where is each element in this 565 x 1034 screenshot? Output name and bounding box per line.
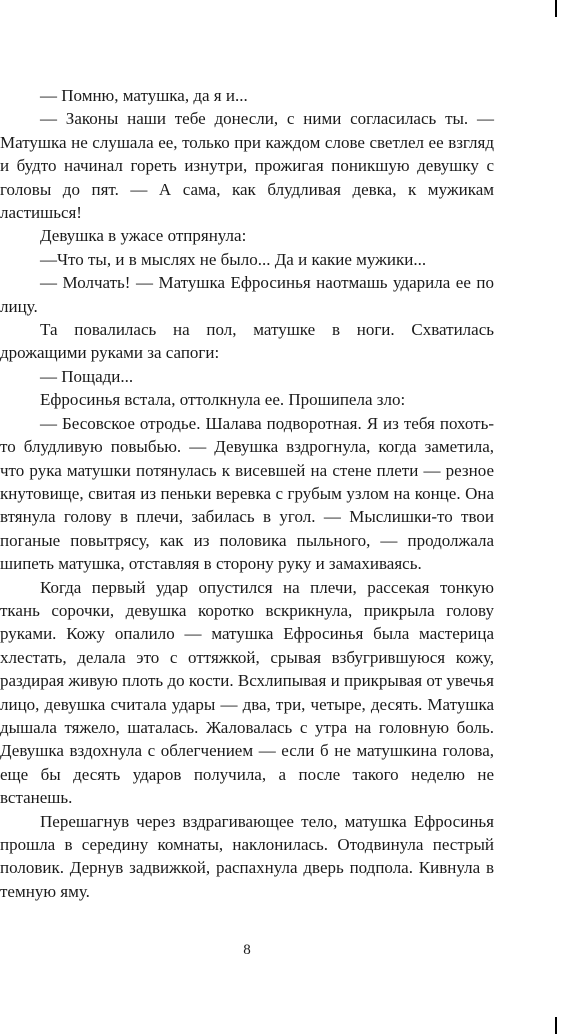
paragraph: Когда первый удар опустился на плечи, рассекая тонкую ткань сорочки, девушка коротко вскрикнула, прикрыла голову руками. Кожу опалило — матушка Ефросинья была мастерица хлестать, делала это с оттяжкой, срывая взбугрившуюся кожу, раздирая живую плоть до кости. Всхлипывая и прикрывая от увечья лицо, девушка считала удары — два, три, четыре, десять. Матушка дышала тяжело, шаталась. Жаловалась с утра на головную боль. Девушка вздохнула с облегчением — если б не матушкина голова, еще бы десять ударов получила, а после такого неделю не встанешь.: [0, 577, 494, 808]
paragraph: Девушка в ужасе отпрянула:: [40, 226, 247, 246]
paragraph: — Бесовское отродье. Шалава подворотная. Я из тебя похоть-то блудливую повыбью. — Девушка вздрогнула, когда заметила, что рука матушки потянулась к висевшей на стене плети — резное кнутовище, свитая из пеньки веревка с грубым узлом на конце. Она втянула голову в плечи, забилась в угол. — Мыслишки-то твои поганые повытрясу, как из половика пыльного, — продолжала шипеть матушка, отставляя в сторону руку и замахиваясь.: [0, 413, 494, 574]
paragraph: —Что ты, и в мыслях не было... Да и какие мужики...: [40, 249, 427, 269]
paragraph: — Законы наши тебе донесли, с ними согласилась ты. — Матушка не слушала ее, только при каждом слове светлел ее взгляд и будто начинал гореть изнутри, прожигая поникшую девушку с головы до пят. — А сама, как блудливая девка, к мужикам ластишься!: [0, 109, 494, 223]
paragraph: — Помню, матушка, да я и...: [40, 86, 248, 105]
paragraph: — Молчать! — Матушка Ефросинья наотмашь ударила ее по лицу.: [0, 273, 494, 316]
crop-mark-top: [555, 0, 557, 17]
page-number: 8: [243, 942, 251, 958]
paragraph: Та повалилась на пол, матушке в ноги. Схватилась дрожащими руками за сапоги:: [0, 320, 494, 363]
paragraph: Ефросинья встала, оттолкнула ее. Прошипела зло:: [40, 390, 406, 410]
book-page-text: [0, 84, 494, 903]
paragraph: Перешагнув через вздрагивающее тело, матушка Ефросинья прошла в середину комнаты, наклонилась. Отодвинула пестрый половик. Дернув задвижкой, распахнула дверь подпола. Кивнула в темную яму.: [0, 811, 494, 901]
paragraph: — Пощади...: [40, 366, 134, 386]
crop-mark-bottom: [555, 1017, 557, 1034]
